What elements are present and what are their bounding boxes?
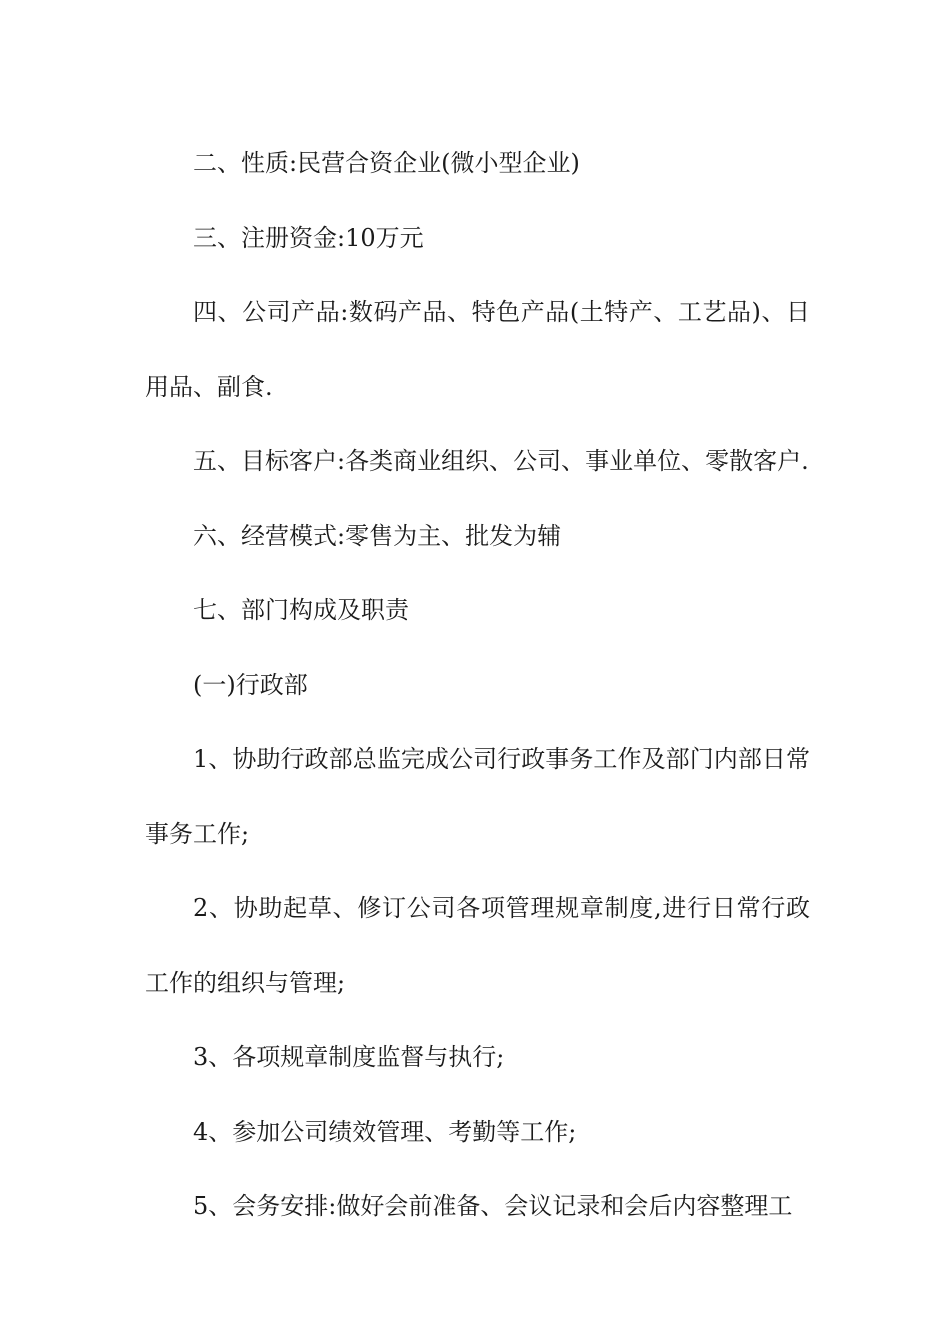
paragraph-business-model: 六、经营模式:零售为主、批发为辅 (193, 521, 562, 550)
paragraph-duty-3: 3、各项规章制度监督与执行; (193, 1043, 505, 1071)
paragraph-departments-heading: 七、部门构成及职责 (193, 596, 409, 624)
paragraph-admin-dept-heading: (一)行政部 (193, 670, 308, 699)
paragraph-duty-1: 1、协助行政部总监完成公司行政事务工作及部门内部日常事务工作; (145, 745, 810, 848)
paragraph-duty-2: 2、协助起草、修订公司各项管理规章制度,进行日常行政工作的组织与管理; (145, 894, 810, 997)
paragraph-duty-4: 4、参加公司绩效管理、考勤等工作; (193, 1117, 577, 1146)
document-body (145, 126, 810, 1244)
paragraph-duty-5: 5、会务安排:做好会前准备、会议记录和会后内容整理工 (193, 1192, 793, 1220)
paragraph-nature: 二、性质:民营合资企业(微小型企业) (193, 149, 580, 177)
paragraph-registered-capital: 三、注册资金:10万元 (193, 223, 424, 252)
paragraph-products: 四、公司产品:数码产品、特色产品(土特产、工艺品)、日用品、副食. (145, 298, 810, 401)
paragraph-target-customers: 五、目标客户:各类商业组织、公司、事业单位、零散客户. (193, 447, 809, 475)
